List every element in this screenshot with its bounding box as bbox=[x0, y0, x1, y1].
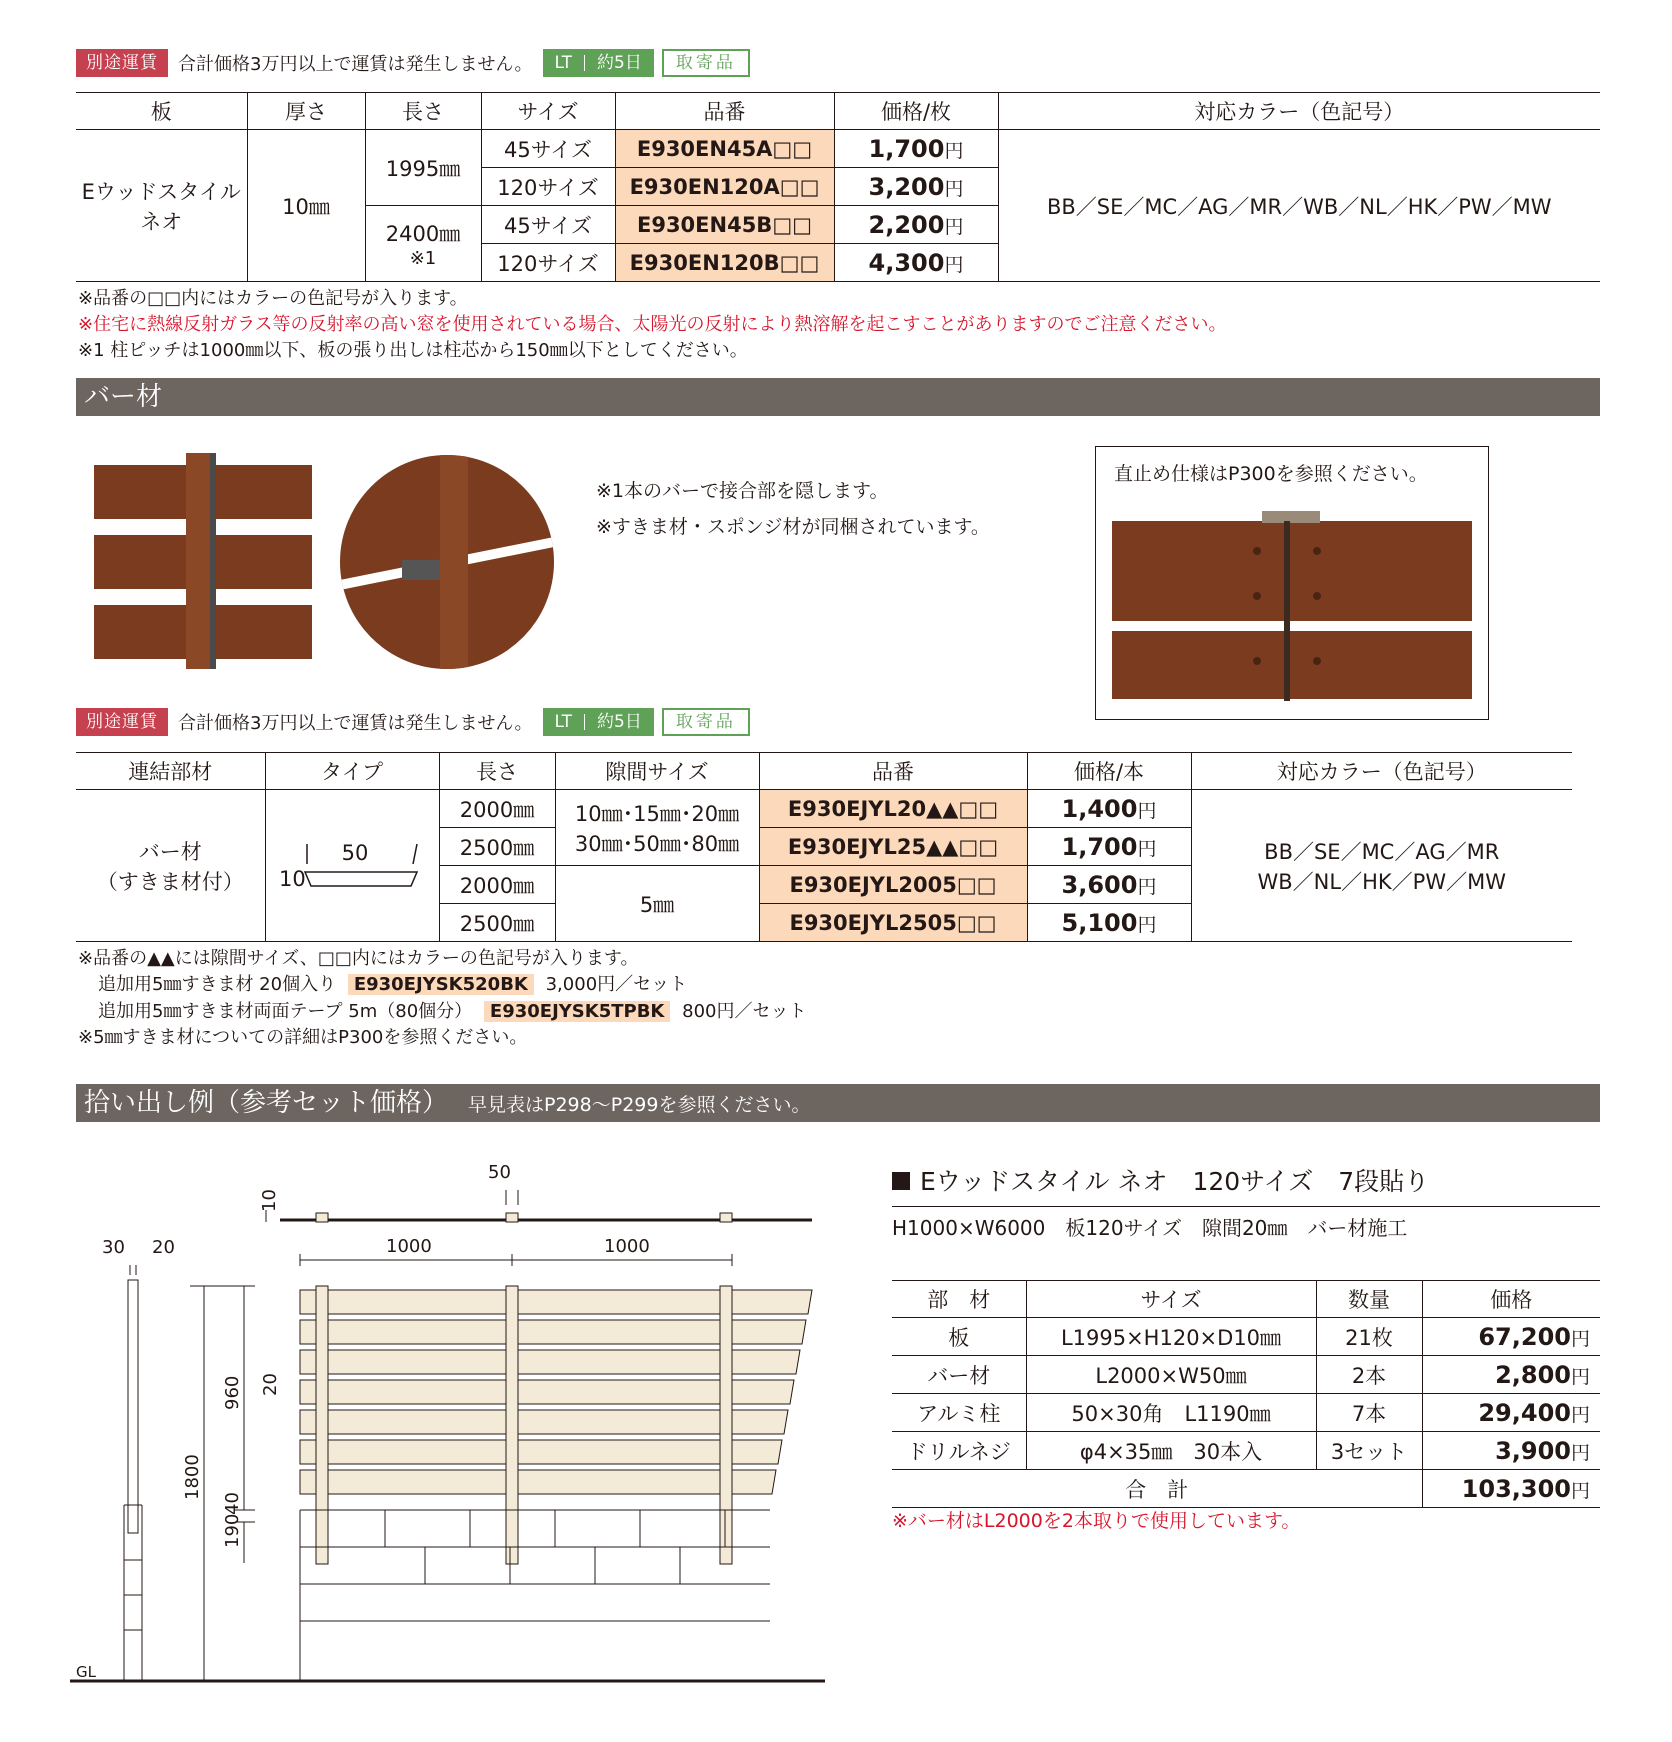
product-code: E930EN45A□□ bbox=[615, 130, 834, 168]
total-price: 103,300円 bbox=[1422, 1470, 1600, 1508]
dim-30: 30 bbox=[102, 1237, 125, 1258]
part-cell: 板 bbox=[892, 1318, 1026, 1356]
lt-days: 約5日 bbox=[597, 53, 642, 73]
product-name: Eウッドスタイル ネオ bbox=[76, 130, 247, 282]
price-cell: 3,600円 bbox=[1027, 866, 1191, 904]
th-size: サイズ bbox=[1026, 1281, 1316, 1318]
type-height: 10 bbox=[279, 867, 306, 888]
direct-mount-photo bbox=[1112, 511, 1472, 701]
price-cell: 3,200円 bbox=[834, 168, 998, 206]
th-size: サイズ bbox=[481, 93, 615, 130]
gl-label: GL bbox=[76, 1663, 96, 1681]
gap-multi: 10㎜･15㎜･20㎜ 30㎜･50㎜･80㎜ bbox=[555, 790, 759, 866]
price-cell: 1,700円 bbox=[1027, 828, 1191, 866]
dim-20: 20 bbox=[152, 1237, 175, 1258]
lt-tag bbox=[543, 49, 654, 77]
example-section-header: 拾い出し例（参考セット価格） 早見表はP298～P299を参照ください。 bbox=[76, 1084, 1600, 1122]
dim-1000-a: 1000 bbox=[386, 1236, 432, 1257]
product-code: E930EN45B□□ bbox=[615, 206, 834, 244]
dim-50: 50 bbox=[488, 1162, 511, 1183]
length-2: 2400㎜ ※1 bbox=[365, 206, 481, 282]
qty-cell: 21枚 bbox=[1316, 1318, 1422, 1356]
bar-section-header: バー材 bbox=[76, 378, 1600, 416]
order-tag: 取寄品 bbox=[662, 708, 750, 736]
lt-label: LT bbox=[554, 712, 573, 732]
price-cell: 2,800円 bbox=[1422, 1356, 1600, 1394]
size-cell: 120サイズ bbox=[481, 168, 615, 206]
th-board: 板 bbox=[76, 93, 247, 130]
set-price-table bbox=[892, 1280, 1600, 1508]
length-cell: 2000㎜ bbox=[439, 866, 555, 904]
freight-note: 合計価格3万円以上で運賃は発生しません。 bbox=[178, 54, 533, 75]
set-spec: H1000×W6000 板120サイズ 隙間20㎜ バー材施工 bbox=[892, 1216, 1408, 1240]
freight-tag: 別途運賃 bbox=[76, 708, 168, 736]
product-code: E930EJYL25▲▲□□ bbox=[759, 828, 1027, 866]
qty-cell: 3セット bbox=[1316, 1432, 1422, 1470]
total-label: 合 計 bbox=[892, 1470, 1422, 1508]
bar-note-2: ※すきま材・スポンジ材が同梱されています。 bbox=[596, 516, 990, 538]
bar-spec-table bbox=[76, 752, 1572, 942]
price-cell: 1,700円 bbox=[834, 130, 998, 168]
freight-note: 合計価格3万円以上で運賃は発生しません。 bbox=[178, 713, 533, 734]
dim-10: 10 bbox=[259, 1189, 280, 1212]
product-code: E930EN120A□□ bbox=[615, 168, 834, 206]
dim-190: 190 bbox=[222, 1513, 243, 1548]
thickness: 10㎜ bbox=[247, 130, 365, 282]
bar-photo-1 bbox=[94, 453, 312, 669]
th-price: 価格/本 bbox=[1027, 753, 1191, 790]
part-cell: ドリルネジ bbox=[892, 1432, 1026, 1470]
order-tag: 取寄品 bbox=[662, 49, 750, 77]
size-cell: L2000×W50㎜ bbox=[1026, 1356, 1316, 1394]
add-spacer-1: 追加用5㎜すきま材 20個入り E930EJYSK520BK 3,000円／セット bbox=[98, 974, 688, 995]
dim-20-gap: 20 bbox=[260, 1373, 281, 1396]
bar-product: バー材 （すきま材付） bbox=[76, 790, 265, 942]
part-cell: バー材 bbox=[892, 1356, 1026, 1394]
product-code: E930EJYL20▲▲□□ bbox=[759, 790, 1027, 828]
th-price: 価格/枚 bbox=[834, 93, 998, 130]
note-color-code: ※品番の□□内にはカラーの色記号が入ります。 bbox=[78, 288, 468, 309]
direct-mount-box bbox=[1095, 446, 1489, 720]
th-part: 部 材 bbox=[892, 1281, 1026, 1318]
th-price: 価格 bbox=[1422, 1281, 1600, 1318]
qty-cell: 7本 bbox=[1316, 1394, 1422, 1432]
gap-5mm: 5㎜ bbox=[555, 866, 759, 942]
freight-tag: 別途運賃 bbox=[76, 49, 168, 77]
direct-mount-note: 直止め仕様はP300を参照ください。 bbox=[1114, 463, 1428, 485]
product-code: E930EJYL2005□□ bbox=[759, 866, 1027, 904]
dim-40: 40 bbox=[222, 1492, 243, 1515]
add-spacer-2: 追加用5㎜すきま材両面テープ 5m（80個分） E930EJYSK5TPBK 800円／セット bbox=[98, 1001, 807, 1022]
length-cell: 2500㎜ bbox=[439, 828, 555, 866]
set-note: ※バー材はL2000を2本取りで使用しています。 bbox=[892, 1510, 1301, 1532]
lt-days: 約5日 bbox=[597, 712, 642, 732]
size-cell: 45サイズ bbox=[481, 130, 615, 168]
color-codes: BB／SE／MC／AG／MR／WB／NL／HK／PW／MW bbox=[998, 130, 1600, 282]
product-code: E930EJYL2505□□ bbox=[759, 904, 1027, 942]
bar-note-code: ※品番の▲▲には隙間サイズ、□□内にはカラーの色記号が入ります。 bbox=[78, 948, 639, 969]
dim-1000-b: 1000 bbox=[604, 1236, 650, 1257]
tag-row-2 bbox=[76, 708, 750, 736]
price-cell: 4,300円 bbox=[834, 244, 998, 282]
note-warning: ※住宅に熱線反射ガラス等の反射率の高い窓を使用されている場合、太陽光の反射により熱溶解を起こすことがありますのでご注意ください。 bbox=[78, 314, 1227, 335]
lt-label: LT bbox=[554, 53, 573, 73]
bar-colors: BB／SE／MC／AG／MR WB／NL／HK／PW／MW bbox=[1191, 790, 1572, 942]
th-thickness: 厚さ bbox=[247, 93, 365, 130]
bar-photo-zoom bbox=[340, 455, 554, 669]
th-code: 品番 bbox=[759, 753, 1027, 790]
dim-1800: 1800 bbox=[182, 1454, 203, 1500]
fence-drawing bbox=[70, 1150, 830, 1690]
note-pitch: ※1 柱ピッチは1000㎜以下、板の張り出しは柱芯から150㎜以下としてください。 bbox=[78, 340, 748, 361]
size-cell: L1995×H120×D10㎜ bbox=[1026, 1318, 1316, 1356]
th-type: タイプ bbox=[265, 753, 439, 790]
size-cell: 50×30角 L1190㎜ bbox=[1026, 1394, 1316, 1432]
set-title: Eウッドスタイル ネオ 120サイズ 7段貼り bbox=[892, 1162, 1600, 1207]
size-cell: 120サイズ bbox=[481, 244, 615, 282]
bar-note-1: ※1本のバーで接合部を隠します。 bbox=[596, 480, 889, 502]
bar-type-diagram bbox=[265, 790, 439, 942]
board-spec-table bbox=[76, 92, 1600, 282]
th-length: 長さ bbox=[439, 753, 555, 790]
price-cell: 29,400円 bbox=[1422, 1394, 1600, 1432]
size-cell: 45サイズ bbox=[481, 206, 615, 244]
th-colors: 対応カラー（色記号） bbox=[998, 93, 1600, 130]
th-length: 長さ bbox=[365, 93, 481, 130]
price-cell: 1,400円 bbox=[1027, 790, 1191, 828]
price-cell: 3,900円 bbox=[1422, 1432, 1600, 1470]
th-gap: 隙間サイズ bbox=[555, 753, 759, 790]
dim-960: 960 bbox=[222, 1375, 243, 1410]
product-code: E930EN120B□□ bbox=[615, 244, 834, 282]
bar-note-detail: ※5㎜すきま材についての詳細はP300を参照ください。 bbox=[78, 1027, 528, 1048]
th-code: 品番 bbox=[615, 93, 834, 130]
th-connector: 連結部材 bbox=[76, 753, 265, 790]
size-cell: φ4×35㎜ 30本入 bbox=[1026, 1432, 1316, 1470]
price-cell: 2,200円 bbox=[834, 206, 998, 244]
th-colors: 対応カラー（色記号） bbox=[1191, 753, 1572, 790]
tag-row-1 bbox=[76, 49, 750, 77]
length-cell: 2000㎜ bbox=[439, 790, 555, 828]
qty-cell: 2本 bbox=[1316, 1356, 1422, 1394]
length-1: 1995㎜ bbox=[365, 130, 481, 206]
lt-tag bbox=[543, 708, 654, 736]
part-cell: アルミ柱 bbox=[892, 1394, 1026, 1432]
price-cell: 67,200円 bbox=[1422, 1318, 1600, 1356]
length-cell: 2500㎜ bbox=[439, 904, 555, 942]
type-width: 50 bbox=[341, 841, 369, 865]
price-cell: 5,100円 bbox=[1027, 904, 1191, 942]
th-qty: 数量 bbox=[1316, 1281, 1422, 1318]
